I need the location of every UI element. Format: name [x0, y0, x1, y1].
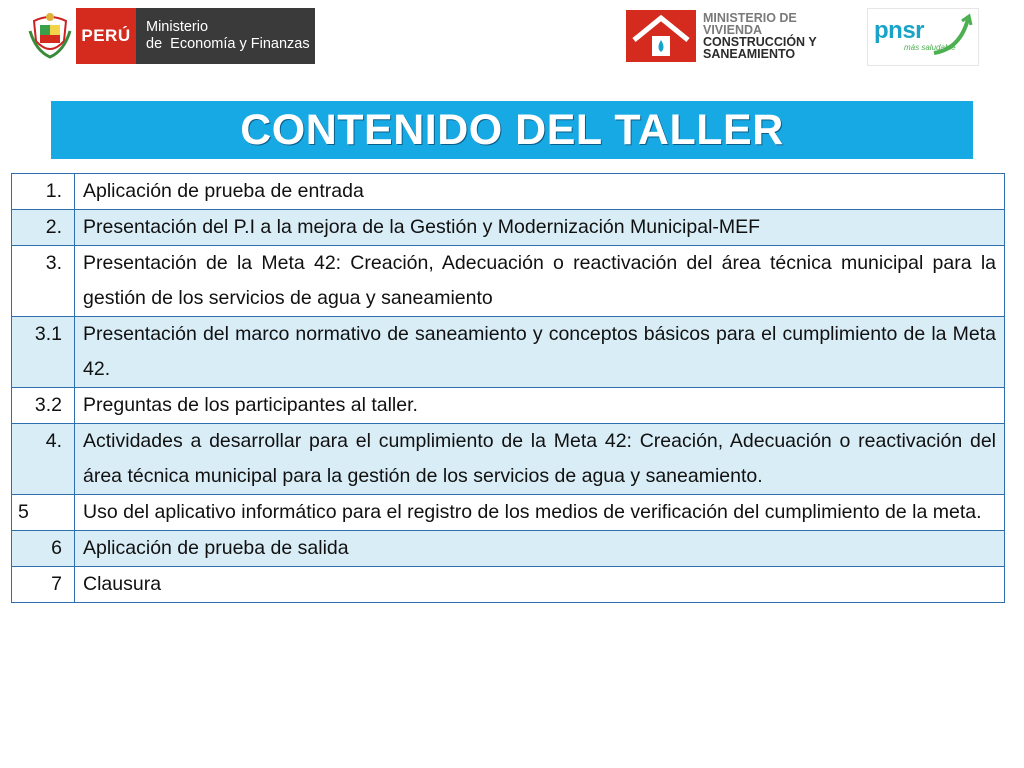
pnsr-logo-tagline: más saludable — [904, 43, 956, 52]
item-text: Presentación de la Meta 42: Creación, Adecuación o reactivación del área técnica municipal para la gestión de los servicios de agua y saneamiento — [75, 246, 1005, 317]
item-number: 3.2 — [12, 388, 75, 424]
item-number: 1. — [12, 174, 75, 210]
page-title: CONTENIDO DEL TALLER — [240, 105, 784, 154]
item-text: Presentación del P.I a la mejora de la Gestión y Modernización Municipal-MEF — [75, 210, 1005, 246]
table-row — [12, 246, 1005, 317]
item-text: Presentación del marco normativo de saneamiento y conceptos básicos para el cumplimiento de la Meta 42. — [75, 317, 1005, 388]
item-text: Preguntas de los participantes al taller. — [75, 388, 1005, 424]
item-number: 5 — [12, 495, 75, 531]
table-row — [12, 317, 1005, 388]
item-number: 4. — [12, 424, 75, 495]
item-number: 3. — [12, 246, 75, 317]
house-icon — [625, 8, 697, 64]
table-row — [12, 388, 1005, 424]
table-row — [12, 567, 1005, 603]
mvcs-line2: VIVIENDA — [703, 23, 763, 37]
item-text: Aplicación de prueba de entrada — [75, 174, 1005, 210]
table-row — [12, 210, 1005, 246]
item-text: Aplicación de prueba de salida — [75, 531, 1005, 567]
mvcs-line1: MINISTERIO DE — [703, 11, 797, 25]
mvcs-line4: SANEAMIENTO — [703, 47, 796, 61]
mef-logo-country: PERÚ — [76, 8, 136, 64]
item-number: 7 — [12, 567, 75, 603]
agenda-table — [11, 173, 1005, 603]
mef-logo — [24, 8, 315, 64]
mvcs-logo — [625, 8, 857, 64]
peru-coat-of-arms-icon — [24, 8, 76, 64]
item-number: 3.1 — [12, 317, 75, 388]
mef-logo-line1: Ministerio — [146, 19, 209, 35]
table-row — [12, 495, 1005, 531]
pnsr-logo — [867, 8, 979, 66]
item-number: 6 — [12, 531, 75, 567]
mef-logo-line2: de Economía y Finanzas — [146, 36, 310, 52]
item-number: 2. — [12, 210, 75, 246]
table-row — [12, 424, 1005, 495]
item-text: Uso del aplicativo informático para el registro de los medios de verificación del cumplimiento de la meta. — [75, 495, 1005, 531]
mvcs-line3: CONSTRUCCIÓN Y — [703, 35, 817, 49]
table-row — [12, 174, 1005, 210]
table-row — [12, 531, 1005, 567]
mef-logo-name — [136, 8, 315, 64]
title-banner — [51, 101, 973, 159]
item-text: Actividades a desarrollar para el cumplimiento de la Meta 42: Creación, Adecuación o reactivación del área técnica municipal para la gestión de los servicios de agua y saneamiento. — [75, 424, 1005, 495]
pnsr-swoosh-icon — [930, 13, 974, 59]
mvcs-logo-name — [697, 8, 857, 64]
pnsr-logo-name: pnsr — [874, 17, 925, 44]
item-text: Clausura — [75, 567, 1005, 603]
